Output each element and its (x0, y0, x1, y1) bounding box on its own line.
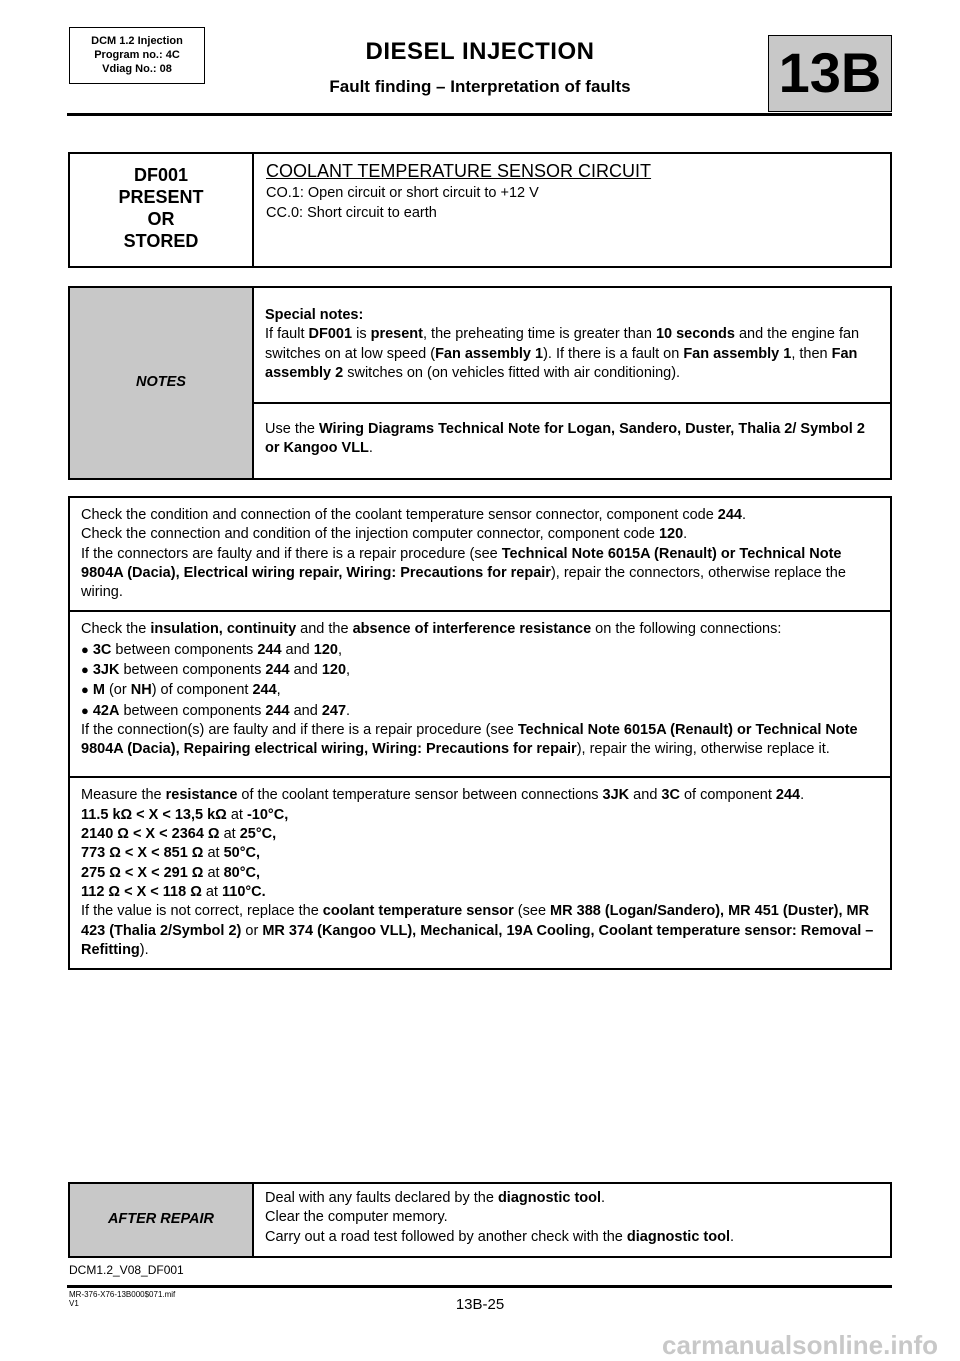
check-text: , (346, 662, 351, 679)
check-text: or (241, 922, 263, 939)
watermark: carmanualsonline.info (662, 1330, 938, 1360)
temperature-value: 50°C, (223, 845, 261, 862)
check-text: between components (111, 641, 258, 658)
temperature-value: 110°C. (221, 883, 266, 900)
temperature-value: 80°C, (223, 864, 261, 881)
connection-item (81, 642, 342, 658)
injection-label: DCM 1.2 Injection (91, 35, 183, 47)
notes-text: Fan assembly 1 (683, 345, 792, 362)
notes-table (68, 286, 892, 480)
check-text: . (346, 702, 351, 719)
notes-text: 10 seconds (655, 326, 735, 343)
special-notes-title: Special notes: (265, 307, 364, 323)
check-text: between components (119, 702, 266, 719)
notes-text: ). If there is a fault on (543, 345, 684, 362)
connection-code: 3JK (92, 662, 120, 679)
check-text: Technical Note 6015A (Renault) or Technical Note 9804A (Dacia), Repairing electrical wiring, Wiring: Precautions for repair (81, 721, 858, 758)
check-text: If the connection(s) are faulty and if there is a repair procedure (see (81, 721, 518, 738)
fault-status-present: PRESENT (118, 187, 204, 207)
fault-table (68, 152, 892, 268)
check-text: 244 (775, 787, 801, 804)
component-code: 120 (321, 662, 347, 679)
procedure-table (68, 496, 892, 970)
resistance-range (81, 865, 260, 881)
notes-label: NOTES (69, 287, 253, 479)
check-text: coolant temperature sensor (322, 903, 514, 920)
range-value: 112 Ω < X < 118 Ω (81, 883, 202, 900)
document-code: DCM1.2_V08_DF001 (69, 1263, 184, 1277)
notes-text: , the preheating time is greater than (422, 326, 656, 343)
check-text: at (226, 806, 247, 823)
notes-text: and the engine fan switches on at low speed ( (265, 326, 860, 362)
after-repair-text: diagnostic tool (497, 1190, 602, 1206)
fault-description-cell (253, 153, 891, 267)
notes-text: Use the (265, 421, 319, 437)
footer-divider (67, 1285, 892, 1288)
notes-text: , then (791, 345, 832, 362)
connection-code: NH (130, 682, 152, 699)
connection-item (81, 703, 350, 719)
check-text: ). (139, 941, 149, 958)
fault-name: COOLANT TEMPERATURE SENSOR CIRCUIT (266, 161, 652, 181)
check-text: . (742, 507, 747, 523)
connection-code: 3C (92, 641, 112, 658)
check-text: 244 (717, 507, 742, 523)
notes-text: Fan assembly 2 (265, 345, 858, 381)
temperature-value: -10°C, (246, 806, 289, 823)
notes-text: DF001 (308, 326, 353, 343)
component-code: 247 (321, 702, 347, 719)
notes-text: Fan assembly 1 (435, 345, 544, 362)
after-repair-table (68, 1182, 892, 1258)
resistance-range (81, 845, 260, 861)
after-repair-text: . (730, 1228, 735, 1245)
after-repair-text: Carry out a road test followed by another check with the (265, 1228, 627, 1245)
connection-code: 42A (92, 702, 120, 719)
component-code: 120 (313, 641, 338, 658)
connection-item (81, 682, 281, 698)
notes-text: . (368, 440, 373, 457)
page-number: 13B-25 (455, 1296, 505, 1313)
check-text: , (337, 641, 342, 658)
check-text: 3C (661, 787, 680, 804)
after-repair-text: diagnostic tool (626, 1228, 730, 1245)
component-code: 244 (265, 702, 290, 719)
after-repair-label: AFTER REPAIR (69, 1183, 253, 1257)
fault-detail-cc0: CC.0: Short circuit to earth (266, 204, 437, 221)
check-text: insulation, continuity (150, 621, 297, 638)
check-text: resistance (165, 787, 238, 804)
resistance-range (81, 884, 266, 900)
file-reference: MR-376-X76-13B000$071.mif (69, 1290, 176, 1299)
section-badge: 13B (768, 35, 892, 112)
connection-item (81, 662, 350, 678)
check-text: and the (296, 621, 353, 638)
check-text: ), repair the connectors, otherwise replace the wiring. (81, 564, 846, 601)
vdiag-number: Vdiag No.: 08 (102, 63, 172, 75)
fault-status-cell (69, 153, 253, 267)
fault-status-or: OR (147, 209, 175, 229)
check-text: of the coolant temperature sensor between connections (237, 787, 603, 804)
check-text: If the value is not correct, replace the (81, 903, 323, 920)
check-text: Check the connection and condition of the injection computer connector, component code (81, 526, 659, 543)
notes-text: present (370, 326, 423, 343)
check-text: If the connectors are faulty and if there is a repair procedure (see (81, 545, 502, 562)
version-label: V1 (69, 1299, 79, 1308)
notes-text: If fault (265, 326, 309, 343)
special-notes-cell (253, 287, 891, 403)
check-text: on the following connections: (591, 621, 782, 638)
check-text: Technical Note 6015A (Renault) or Technical Note 9804A (Dacia), Electrical wiring repair, Wiring: Precautions for repair (81, 545, 842, 581)
program-number: Program no.: 4C (94, 49, 180, 61)
range-value: 275 Ω < X < 291 Ω (81, 864, 204, 881)
component-code: 244 (252, 682, 277, 699)
check-text: , (276, 682, 281, 699)
check-text: ), repair the wiring, otherwise replace it. (576, 741, 830, 758)
check-text: Check the (81, 621, 151, 638)
resistance-range (81, 826, 276, 842)
notes-text: Wiring Diagrams Technical Note for Logan, Sandero, Duster, Thalia 2/ Symbol 2 or Kangoo VLL (265, 421, 865, 457)
check-text: Measure the (81, 787, 166, 804)
after-repair-cell (253, 1183, 891, 1257)
header-divider (67, 113, 892, 116)
after-repair-text: Clear the computer memory. (265, 1209, 448, 1226)
after-repair-text: . (601, 1190, 606, 1206)
check-text: . (683, 526, 688, 543)
notes-text: is (352, 326, 371, 343)
check-text: at (203, 864, 224, 881)
check-text: Check the condition and connection of the coolant temperature sensor connector, component code (81, 507, 718, 523)
resistance-check-cell (69, 777, 891, 969)
connection-code: M (92, 682, 105, 699)
fault-status-stored: STORED (123, 231, 199, 251)
check-text: (or (104, 682, 131, 699)
check-text: between components (119, 662, 266, 679)
connector-check-cell (69, 497, 891, 611)
check-text: MR 374 (Kangoo VLL), Mechanical, 19A Cooling, Coolant temperature sensor: Removal – Refitting (81, 922, 874, 958)
insulation-check-cell (69, 611, 891, 777)
check-text: ) of component (151, 682, 253, 699)
header-info-box (69, 27, 205, 84)
check-text: and (629, 787, 662, 804)
check-text: . (800, 787, 805, 804)
component-code: 244 (265, 662, 290, 679)
check-text: at (203, 845, 224, 862)
fault-code: DF001 (133, 165, 189, 185)
resistance-range (81, 807, 288, 823)
check-text: and (289, 662, 322, 679)
range-value: 11.5 kΩ < X < 13,5 kΩ (81, 806, 227, 823)
after-repair-text: Deal with any faults declared by the (265, 1190, 498, 1206)
component-code: 244 (257, 641, 282, 658)
fault-detail-co1: CO.1: Open circuit or short circuit to +12 V (266, 185, 539, 202)
check-text: 3JK (602, 787, 630, 804)
range-value: 773 Ω < X < 851 Ω (81, 845, 204, 862)
check-text: MR 388 (Logan/Sandero), MR 451 (Duster), MR 423 (Thalia 2/Symbol 2) (81, 903, 870, 939)
check-text: at (201, 883, 222, 900)
range-value: 2140 Ω < X < 2364 Ω (81, 826, 220, 843)
check-text: at (219, 826, 240, 843)
check-text: absence of interference resistance (352, 621, 592, 638)
notes-text: switches on (on vehicles fitted with air conditioning). (343, 364, 681, 381)
wiring-diagram-note-cell (253, 403, 891, 479)
temperature-value: 25°C, (239, 826, 277, 843)
page-subtitle: Fault finding – Interpretation of faults (329, 77, 631, 96)
check-text: and (289, 702, 322, 719)
check-text: (see (513, 903, 551, 920)
check-text: and (281, 641, 314, 658)
page-title: DIESEL INJECTION (365, 38, 595, 65)
check-text: 120 (658, 526, 684, 543)
check-text: of component (679, 787, 776, 804)
